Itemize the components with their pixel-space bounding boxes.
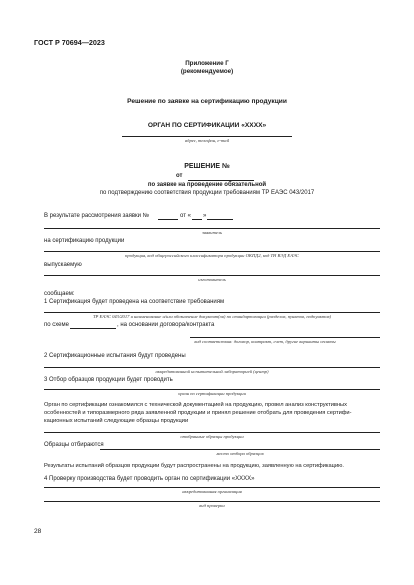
requirements-caption: ТР ЕАЭС 043/2017 и наименование и/или обозначение документ(ов) по стандартизации (разделов, пунктов, подпунктов) xyxy=(92,314,332,319)
sampling-body-caption: орган по сертификации продукции xyxy=(178,391,246,396)
appendix-note: (рекомендуемое) xyxy=(180,68,234,75)
request-text-b: от « xyxy=(180,213,191,219)
manufacturer-line xyxy=(44,275,380,276)
scheme-caption: вид соответствия: договор, контракт, счет, другие варианты оплаты xyxy=(194,339,336,344)
request-month-line xyxy=(207,219,233,220)
samples-label: Образцы отбираются xyxy=(44,442,104,448)
page-number: 28 xyxy=(34,528,42,535)
scheme-number-line xyxy=(70,328,116,329)
decision-title: РЕШЕНИЕ № xyxy=(184,163,230,170)
paragraph-line-1: Орган по сертификации ознакомился с технической документацией на продукцию, провел анализ конструктивных xyxy=(44,402,347,408)
decision-line-2: по подтверждению соответствия продукции требованиям ТР ЕАЭС 043/2017 xyxy=(99,190,315,196)
certification-body-name: ОРГАН ПО СЕРТИФИКАЦИИ «ХХХХ» xyxy=(147,122,267,129)
requirements-line xyxy=(44,312,380,313)
sampling-place-caption: место отбора образцов xyxy=(216,451,264,456)
paragraph-line-2: особенностей и типоразмерного ряда заявленной продукции и принял решение отобрать для проведения сертифи- xyxy=(44,410,352,416)
inform-item-1: 1 Сертификация будет проведена на соответствие требованиям xyxy=(44,299,225,305)
org-address-line xyxy=(122,136,292,137)
manufactured-label: выпускаемую xyxy=(44,262,82,268)
certification-label: на сертификацию продукции xyxy=(44,238,125,244)
decision-date-line xyxy=(188,180,254,181)
decision-from-label: от xyxy=(176,173,183,179)
paragraph-line-3: кационных испытаний следующие образцы продукции xyxy=(44,418,189,424)
results-text: Результаты испытаний образцов продукции будут распространены на продукцию, заявленную на сертификацию. xyxy=(44,463,344,469)
scheme-label: по схеме xyxy=(44,322,69,328)
sampling-place-line xyxy=(100,449,380,450)
request-number-line xyxy=(158,219,178,220)
request-text-c: » xyxy=(203,213,207,219)
product-line xyxy=(44,251,380,252)
request-day-line xyxy=(192,219,202,220)
sampling-body-line xyxy=(44,389,380,390)
appendix-title: Приложение Г xyxy=(185,60,229,67)
request-text-a: В результате рассмотрения заявки № xyxy=(44,213,150,219)
inform-item-2: 2 Сертификационные испытания будут проведены xyxy=(44,353,186,359)
standard-code: ГОСТ Р 70694—2023 xyxy=(34,38,105,47)
lab-line xyxy=(44,367,380,368)
manufacturer-caption: изготовитель xyxy=(198,277,226,282)
inform-label: сообщаем: xyxy=(44,291,75,297)
accredited-org-line xyxy=(44,487,380,488)
org-address-caption: адрес, телефон, e-mail xyxy=(184,138,230,143)
applicant-line xyxy=(44,228,380,229)
product-caption: продукция, код общероссийского классификатора продукции ОКПД2, код ТН ВЭД ЕАЭС xyxy=(125,253,299,258)
accredited-org-caption: аккредитованная организация xyxy=(182,489,242,494)
samples-line xyxy=(44,432,380,433)
decision-line-1: по заявке на проведение обязательной xyxy=(147,182,267,188)
inform-item-3: 3 Отбор образцов продукции будет проводить xyxy=(44,377,173,383)
production-item-4: 4 Проверку производства будет проводить орган по сертификации «ХХХХ» xyxy=(44,476,255,482)
scheme-contract-line xyxy=(190,337,380,338)
applicant-caption: заявитель xyxy=(202,230,222,235)
lab-caption: аккредитованной испытательной лабораторией (центр) xyxy=(155,369,269,374)
inspection-type-caption: вид проверки xyxy=(199,503,225,508)
scheme-contract-text: , на основании договора/контракта xyxy=(117,322,215,328)
inspection-type-line xyxy=(44,501,380,502)
samples-caption: отобранные образцы продукции xyxy=(180,434,244,439)
document-title: Решение по заявке на сертификацию продукции xyxy=(127,98,287,105)
